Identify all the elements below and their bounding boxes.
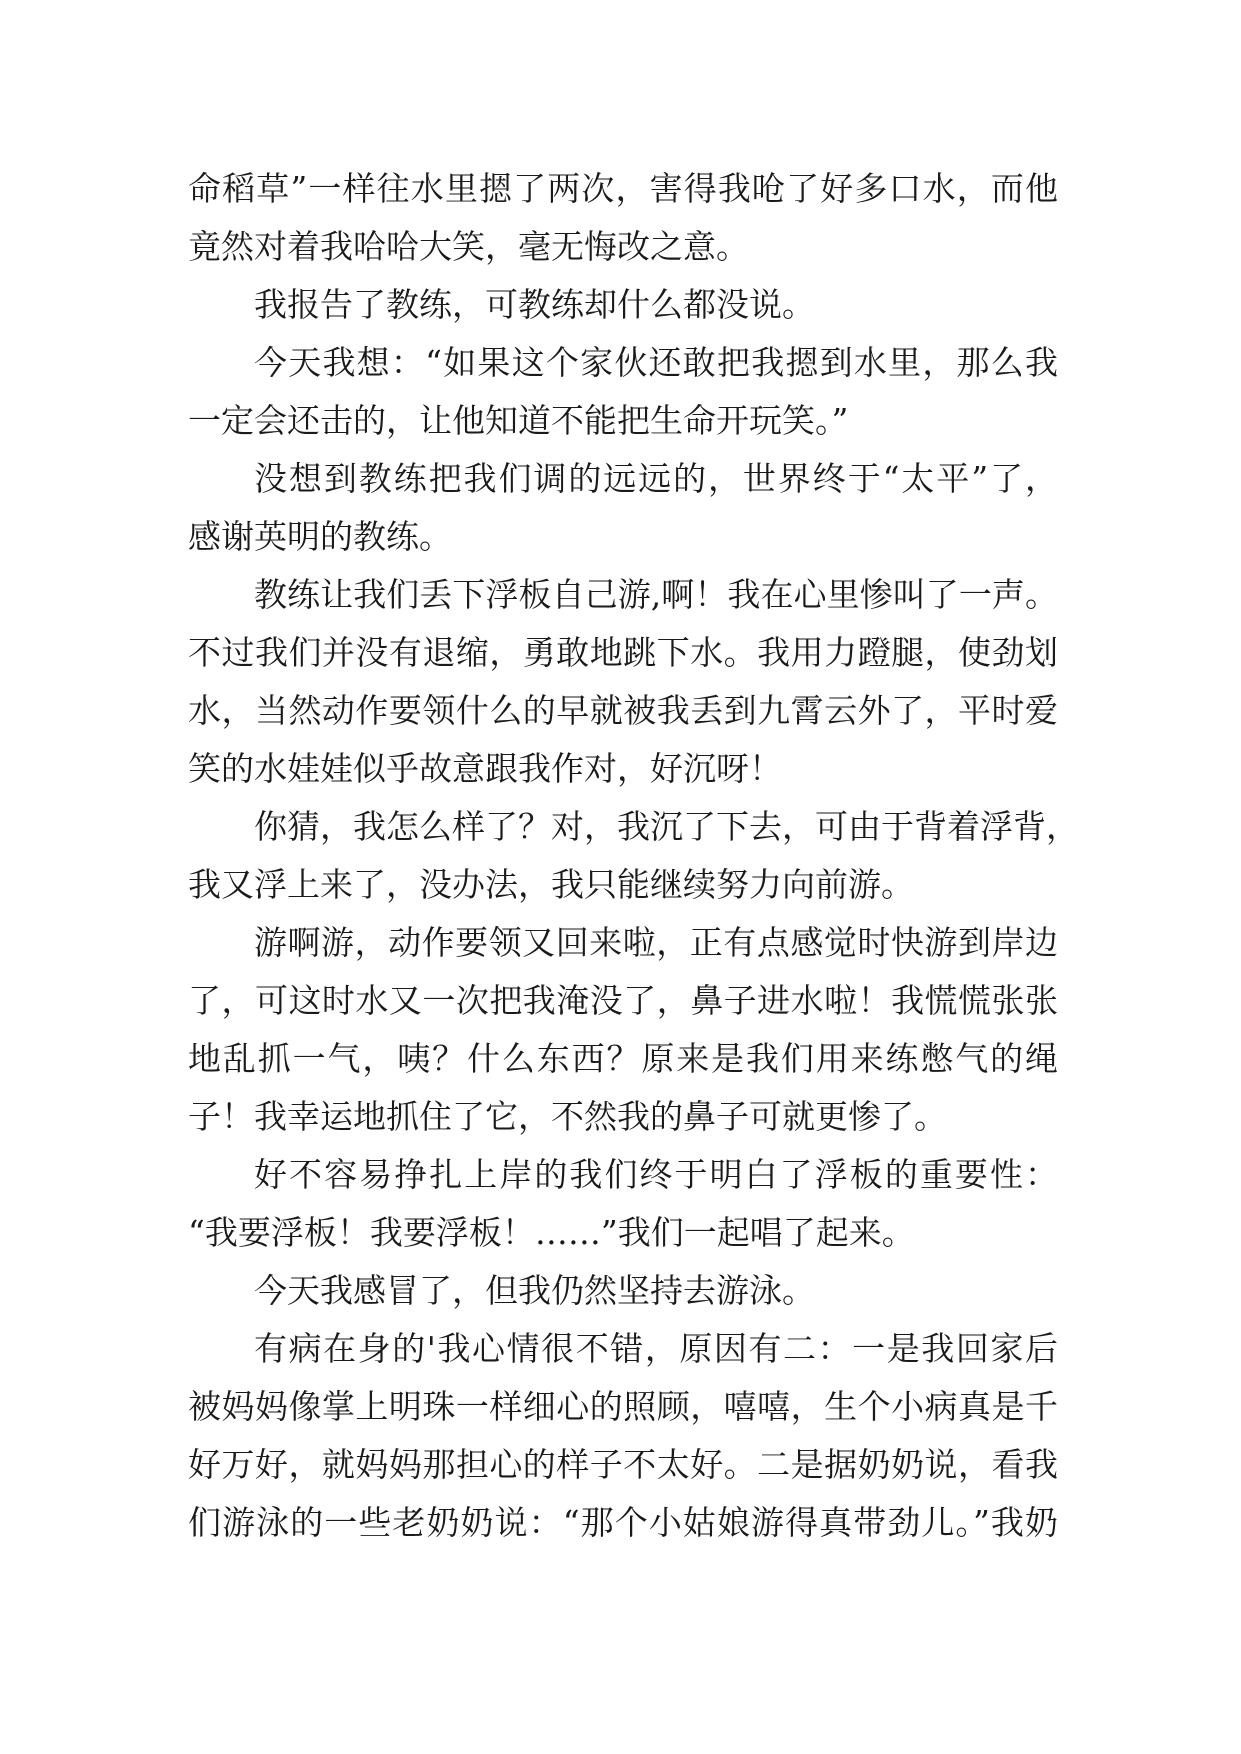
text-line: 竟然对着我哈哈大笑，毫无悔改之意。 (188, 227, 749, 266)
text-line: “我要浮板！我要浮板！……”我们一起唱了起来。 (188, 1213, 915, 1252)
text-line: 教练让我们丢下浮板自己游,啊！我在心里惨叫了一声。 (254, 575, 1058, 614)
text-line: 不过我们并没有退缩，勇敢地跳下水。我用力蹬腿，使劲划 (188, 633, 1058, 672)
text-line: 命稻草”一样往水里摁了两次，害得我呛了好多口水，而他 (188, 169, 1058, 208)
text-line: 笑的水娃娃似乎故意跟我作对，好沉呀！ (188, 749, 782, 788)
text-line: 好不容易挣扎上岸的我们终于明白了浮板的重要性： (254, 1155, 1058, 1194)
text-line: 子！我幸运地抓住了它，不然我的鼻子可就更惨了。 (188, 1097, 947, 1136)
text-line: 感谢英明的教练。 (188, 517, 452, 556)
text-line: 好万好，就妈妈那担心的样子不太好。二是据奶奶说，看我 (188, 1445, 1058, 1484)
text-line: 今天我感冒了，但我仍然坚持去游泳。 (254, 1271, 815, 1310)
text-line: 了，可这时水又一次把我淹没了，鼻子进水啦！我慌慌张张 (188, 981, 1058, 1020)
text-line: 水，当然动作要领什么的早就被我丢到九霄云外了，平时爱 (188, 691, 1058, 730)
text-line: 们游泳的一些老奶奶说：“那个小姑娘游得真带劲儿。”我奶 (188, 1503, 1058, 1542)
text-line: 我报告了教练，可教练却什么都没说。 (254, 285, 815, 324)
text-line: 今天我想：“如果这个家伙还敢把我摁到水里，那么我 (254, 343, 1058, 382)
text-line: 你猜，我怎么样了？对，我沉了下去，可由于背着浮背， (254, 807, 1079, 846)
text-line: 没想到教练把我们调的远远的，世界终于“太平”了， (254, 459, 1058, 498)
text-line: 有病在身的'我心情很不错，原因有二：一是我回家后 (254, 1329, 1058, 1368)
text-line: 一定会还击的，让他知道不能把生命开玩笑。” (188, 401, 849, 440)
text-line: 地乱抓一气，咦？什么东西？原来是我们用来练憋气的绳 (188, 1039, 1058, 1078)
text-line: 游啊游，动作要领又回来啦，正有点感觉时快游到岸边 (254, 923, 1058, 962)
text-line: 我又浮上来了，没办法，我只能继续努力向前游。 (188, 865, 914, 904)
body-text (188, 160, 1079, 1552)
text-line: 被妈妈像掌上明珠一样细心的照顾，嘻嘻，生个小病真是千 (188, 1387, 1058, 1426)
